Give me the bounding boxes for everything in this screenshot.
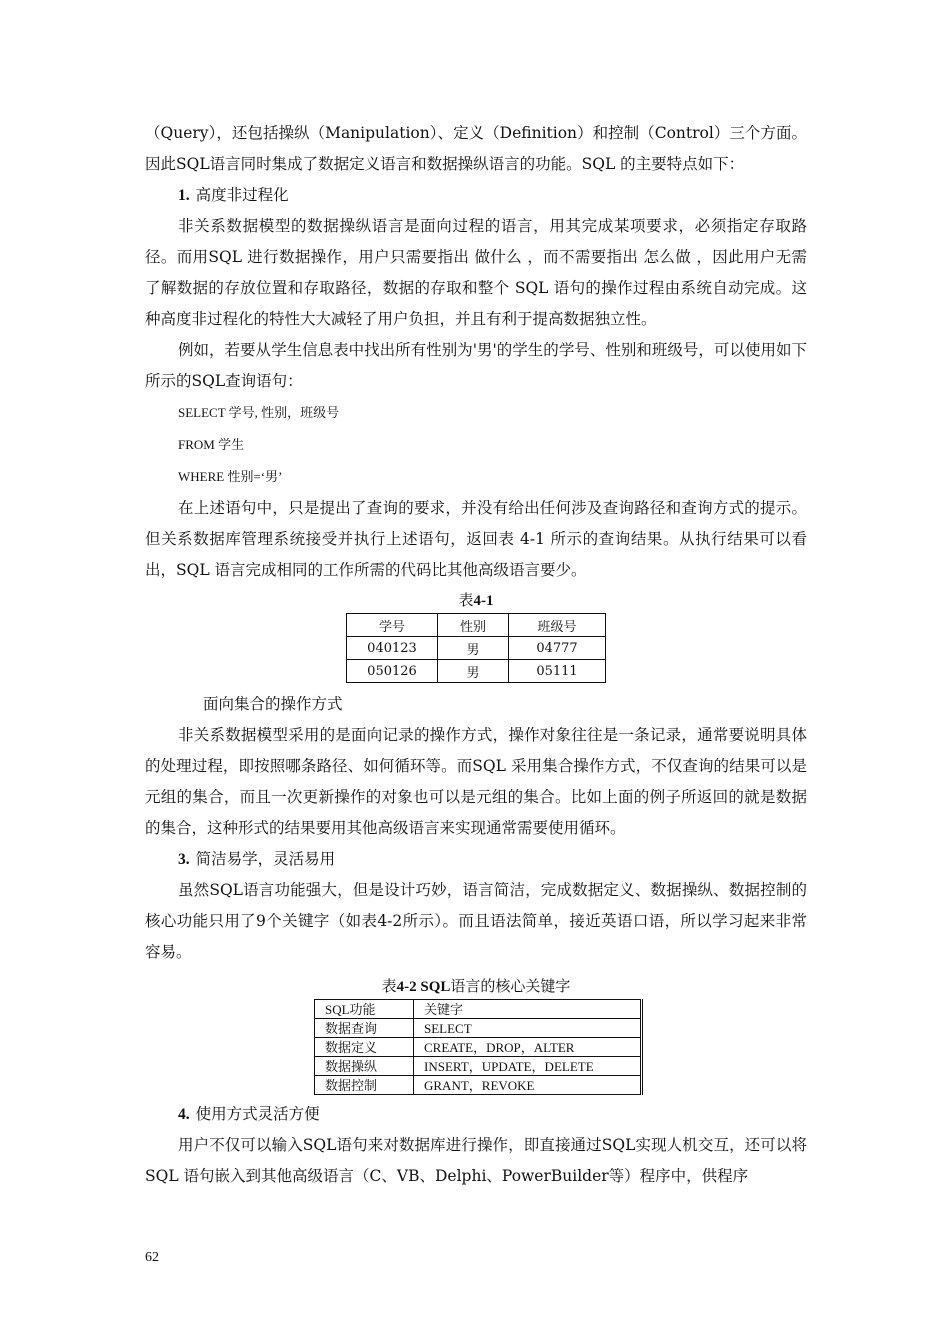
table-1-cell: 04777: [509, 637, 606, 660]
table-1: [346, 613, 606, 683]
table-1-cell: 05111: [509, 660, 606, 683]
table-1-header-cell: 学号: [347, 614, 438, 637]
table-1-header-cell: 班级号: [509, 614, 606, 637]
paragraph-example: 例如，若要从学生信息表中找出所有性别为'男'的学生的学号、性别和班级号，可以使用如下所示的SQL查询语句：: [145, 341, 807, 390]
heading-3: [145, 844, 807, 875]
heading-1-text: 高度非过程化: [195, 186, 289, 204]
table-row: [315, 1019, 642, 1038]
table-row: [347, 660, 606, 683]
table-row: [347, 637, 606, 660]
table-1-cell: 050126: [347, 660, 438, 683]
heading-4-text: 使用方式灵活方便: [195, 1105, 320, 1123]
paragraph-nonprocedural: 非关系数据模型的数据操纵语言是面向过程的语言，用其完成某项要求，必须指定存取路径。而用SQL 进行数据操作，用户只需要指出 做什么 ，而不需要指出 怎么做 ，因此用户无需了解数据的存放位置和存取路径，数据的存取和整个 SQL 语句的操作过程由系统自动完成。这种高度非过程化的特性大大减轻了用户负担，并且有利于提高数据独立性。: [145, 217, 807, 328]
table-2-cell: 数据定义: [315, 1038, 414, 1057]
table-2: [314, 999, 643, 1095]
heading-3-number: 3.: [178, 851, 190, 868]
table-1-caption-number: 4-1: [473, 593, 494, 609]
table-2-caption-prefix: 表: [381, 977, 397, 995]
table-row: [315, 1076, 642, 1095]
table-1-cell: 040123: [347, 637, 438, 660]
table-row: [315, 1057, 642, 1076]
paragraph-flexible: 用户不仅可以输入SQL语句来对数据库进行操作，即直接通过SQL实现人机交互，还可以将 SQL 语句嵌入到其他高级语言（C、VB、Delphi、PowerBuilder等）程序中，供程序: [145, 1136, 807, 1185]
table-1-caption: [145, 588, 807, 613]
code-line-from: FROM 学生: [178, 437, 245, 452]
table-2-cell: 数据控制: [315, 1076, 414, 1095]
heading-2: [145, 689, 807, 720]
paragraph-result: 在上述语句中，只是提出了查询的要求，并没有给出任何涉及查询路径和查询方式的提示。但关系数据库管理系统接受并执行上述语句，返回表 4-1 所示的查询结果。从执行结果可以看出，SQL 语言完成相同的工作所需的代码比其他高级语言要少。: [145, 499, 807, 579]
code-line-where: WHERE 性别=‘男’: [178, 469, 283, 484]
table-2-caption-number: 4-2 SQL: [396, 979, 451, 995]
table-1-cell: 男: [438, 637, 509, 660]
table-2-caption-rest: 语言的核心关键字: [450, 977, 571, 995]
heading-3-text: 简洁易学，灵活易用: [195, 850, 336, 868]
table-2-cell: INSERT，UPDATE，DELETE: [414, 1057, 642, 1076]
table-row: [315, 1038, 642, 1057]
heading-2-text: 面向集合的操作方式: [203, 695, 343, 713]
table-2-cell: 数据操纵: [315, 1057, 414, 1076]
paragraph-set-oriented: 非关系数据模型采用的是面向记录的操作方式，操作对象往往是一条记录，通常要说明具体的处理过程，即按照哪条路径、如何循环等。而SQL 采用集合操作方式，不仅查询的结果可以是元组的集合，而且一次更新操作的对象也可以是元组的集合。比如上面的例子所返回的就是数据的集合，这种形式的结果要用其他高级语言来实现通常需要使用循环。: [145, 726, 807, 837]
table-2-cell: 数据查询: [315, 1019, 414, 1038]
table-2-header-cell: 关键字: [414, 1000, 642, 1019]
page-body: [145, 118, 807, 1192]
table-1-caption-prefix: 表: [458, 591, 474, 609]
table-row: [347, 614, 606, 637]
table-2-header-cell: SQL功能: [315, 1000, 414, 1019]
table-2-cell: SELECT: [414, 1019, 642, 1038]
table-2-cell: GRANT，REVOKE: [414, 1076, 642, 1095]
table-row: [315, 1000, 642, 1019]
paragraph-concise: 虽然SQL语言功能强大，但是设计巧妙，语言简洁，完成数据定义、数据操纵、数据控制的核心功能只用了9个关键字（如表4-2所示）。而且语法简单，接近英语口语，所以学习起来非常容易。: [145, 881, 807, 961]
heading-1: [145, 180, 807, 211]
paragraph-intro: （Query），还包括操纵（Manipulation）、定义（Definition）和控制（Control）三个方面。因此SQL语言同时集成了数据定义语言和数据操纵语言的功能。SQL 的主要特点如下：: [145, 124, 807, 173]
table-2-cell: CREATE，DROP，ALTER: [414, 1038, 642, 1057]
code-line-select: SELECT 学号, 性别，班级号: [178, 405, 340, 420]
table-1-cell: 男: [438, 660, 509, 683]
table-1-header-cell: 性别: [438, 614, 509, 637]
heading-4: [145, 1099, 807, 1130]
heading-4-number: 4.: [178, 1106, 190, 1123]
heading-1-number: 1.: [178, 187, 190, 204]
table-2-caption: [145, 974, 807, 999]
page-number: 62: [145, 1250, 159, 1265]
